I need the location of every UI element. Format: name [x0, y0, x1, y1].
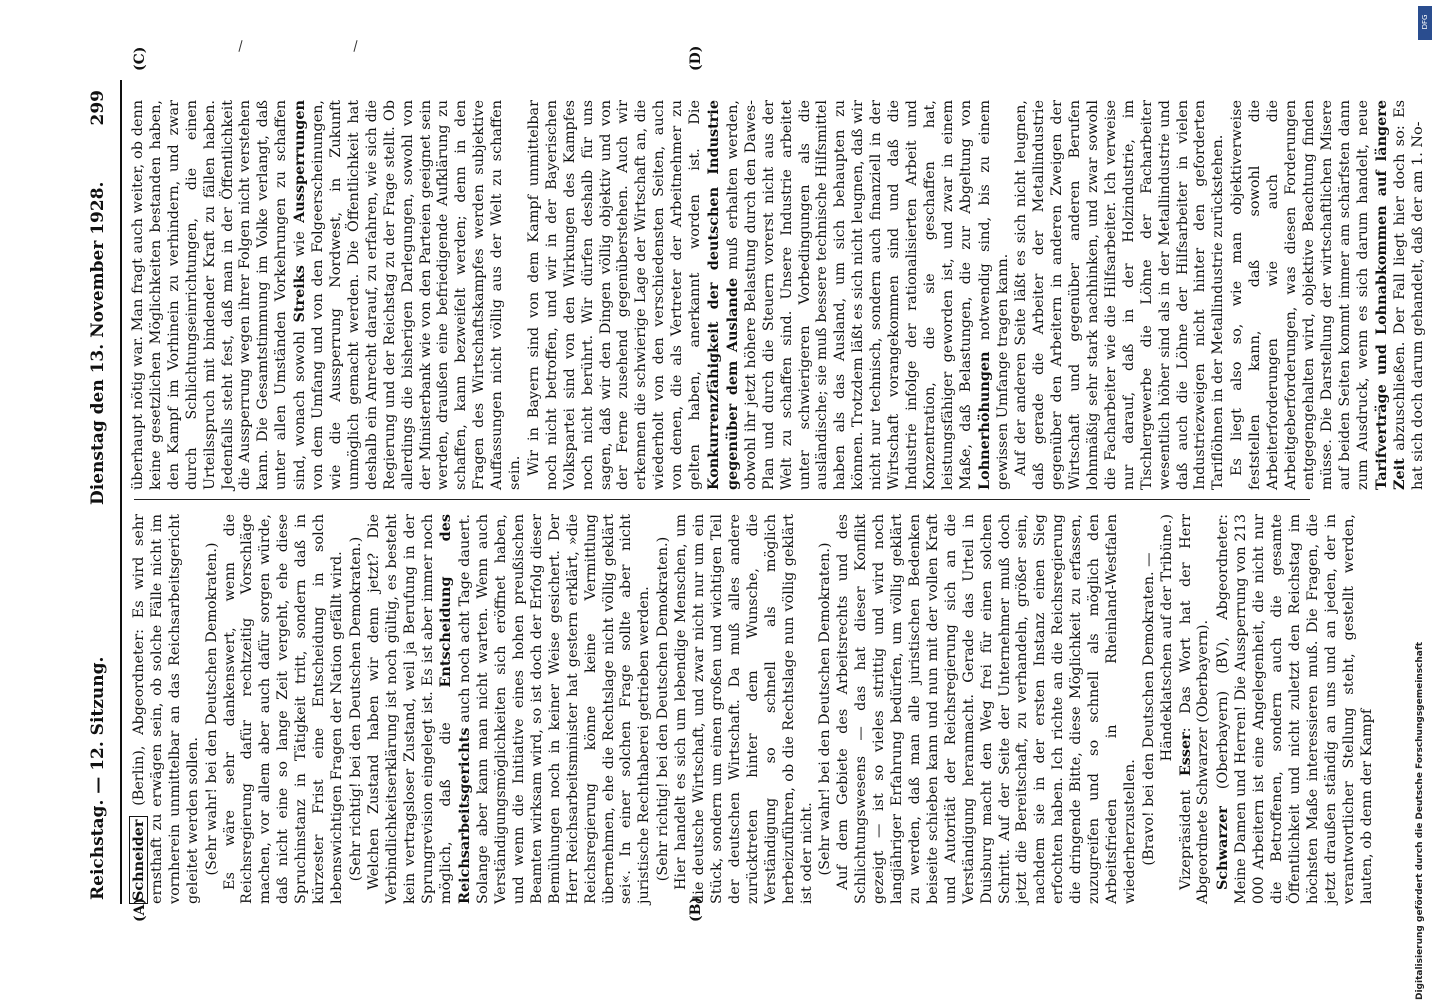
paragraph-text: Es liegt also so, wie man objektiverweise feststellen kann, daß sowohl die Arbeiterforderungen wie auch die Arbeitgeberforderungen, was diesen Forderungen entgegengehalten wird, objektive Beachtung finden müsse. Die Darstellung der wirtschaftlichen Misere auf beiden Seiten kommt immer am schärfsten dann zum Ausdruck, wenn es sich darum handelt, neue [1229, 100, 1371, 490]
paragraph-text: Wir in Bayern sind von dem Kampf unmittelbar noch nicht betroffen, und wir in der Bayerischen Volkspartei sind von den Wirkungen des Kampfes noch nicht berührt. Wir dürfen deshalb für uns sagen, daß wir den Dingen völlig objektiv und von der Ferne zusehend gegenüberstehen. Auch wir erkennen die schwierige Lage der Wirtschaft an, die wiederholt von den verschiedensten Seiten, auch von denen, die als Vertreter der Arbeitnehmer zu gelten haben, anerkannt worden ist. Die [525, 100, 704, 490]
paragraph-text: wie [292, 222, 309, 266]
speech-paragraph: Es wäre sehr dankenswert, wenn die Reichsregierung dafür rechtzeitig Vorschläge machen, vor allem aber auch dafür sorgen würde, daß nicht eine so lange Zeit vergeht, ehe diese Spruchinstanz in Tätigkeit tritt, sondern daß in kürzester Frist eine Entscheidung in solch lebenswichtigen Fragen der Nation gefällt wird. [221, 514, 345, 904]
margin-marker-c: (C) [132, 46, 148, 71]
left-column [130, 513, 1375, 904]
paragraph-text: notwendig sind, bis zu einem gewissen Umfange tragen kann. [976, 100, 1011, 490]
margin-marker-a: (A) [132, 897, 148, 922]
emphasis-text: Konkurrenzfähigkeit der deutschen Industrie gegenüber dem Auslande [705, 100, 741, 490]
paragraph-text: auch noch acht Tage dauert. Solange aber kann man nicht warten. Wenn auch Verständigungsmöglichkeiten sich eröffnet haben, und wenn die Initiative eines hohen preußischen Beamten wirksam wird, so ist doch der Erfolg dieser Bemühungen noch in keiner Weise gesichert. Der Herr Reichsarbeitsminister hat gestern erklärt, »die Reichsregierung könne keine Vermittlung übernehmen, ehe die Rechtslage nicht völlig geklärt sei«. In einer solchen Frage sollte aber nicht juristische Rechthaberei getrieben werden. [457, 514, 653, 904]
paragraph-text: Vizepräsident [1177, 776, 1194, 890]
header-date: Dienstag den 13. November 1928. [88, 181, 108, 505]
emphasis-text: Lohnerhöhungen [975, 351, 993, 490]
paragraph-text: von dem Umfang und von den Folgeerscheinungen, wie die Aussperrung Nordwest, in Zukunft unmöglich gemacht werden. Die Öffentlichkeit hat deshalb ein Anrecht darauf, zu erfahren, wie sich die Regierung und der Reichstag zu der Frage stellt. Ob allerdings die bisherigen Darlegungen, sowohl von der Ministerbank wie von den Parteien geeignet sein werden, draußen eine befriedigende Aufklärung zu schaffen, kann bezweifelt werden; denn in den Fragen des Wirtschaftskampfes werden subjektive Auffassungen nicht völlig aus der Welt zu schaffen sein. [310, 100, 524, 490]
speaker-role: (Berlin), Abgeordneter: [131, 628, 147, 817]
speech-paragraph [130, 514, 203, 904]
speaker-name: Schneider [129, 816, 148, 904]
dfg-logo [1418, 6, 1432, 40]
speech-paragraph: Hier handelt es sich um lebendige Menschen, um die deutsche Wirtschaft, und zwar nicht nur um ein Stück, sondern um einen großen und wichtigen Teil der deutschen Wirtschaft. Da muß alles andere zurücktreten hinter dem Wunsche, die Verständigung so schnell als möglich herbeizuführen, ob die Rechtslage nun völlig geklärt ist oder nicht. [673, 514, 815, 904]
emphasis-text: Entscheidung des Reichsarbeitsgerichts [437, 514, 474, 904]
speech-paragraph: Auf dem Gebiete des Arbeitsrechts und des Schlichtungswesens — das hat dieser Konflikt gezeigt — ist so vieles strittig und wird noch langjähriger Erfahrung bedürfen, um völlig geklärt zu werden, daß man alle juristischen Bedenken beiseite schieben kann und nun mit der vollen Kraft und Autorität der Reichsregierung sich an die Verständigung heranmacht. Gerade das Urteil in Duisburg macht den Weg frei für einen solchen Schritt. Auf der Seite der Unternehmer muß doch jetzt die Bereitschaft, zu verhandeln, größer sein, nachdem sie in der ersten Instanz einen Sieg erfochten haben. Ich richte an die Reichsregierung die dringende Bitte, diese Möglichkeit zu erfassen, zuzugreifen und so schnell als möglich den Arbeitsfrieden in Rheinland-Westfalen wiederherzustellen. [835, 514, 1138, 904]
speech-paragraph [366, 514, 655, 904]
paragraph-text: abzuschließen. Der Fall liegt hier doch so: Es hat sich doch darum gehandelt, daß der am 1. No- [1392, 100, 1427, 490]
interjection: (Sehr wahr! bei den Deutschen Demokraten.) [203, 542, 220, 876]
column-divider [134, 499, 1310, 500]
speech-paragraph: Auf der anderen Seite läßt es sich nicht leugnen, daß gerade die Arbeiter der Metallindustrie gegenüber den Arbeitern in anderen Zweigen der Wirtschaft und gegenüber anderen Berufen lohnmäßig sehr stark nachhinken, und zwar sowohl die Facharbeiter wie die Hilfsarbeiter. Ich verweise nur darauf, daß in der Holzindustrie, im Tischlergewerbe die Löhne der Facharbeiter wesentlich höher sind als in der Metallindustrie und daß auch die Löhne der Hilfsarbeiter in vielen Industriezweigen nicht hinter den geforderten Tariflöhnen in der Metallindustrie zurückstehen. [1013, 100, 1227, 490]
dfg-logo-text: DFG [1421, 14, 1429, 30]
right-column [130, 99, 1427, 490]
interjection: (Sehr wahr! bei den Deutschen Demokraten.) [817, 542, 834, 876]
paragraph-text: Welchen Zustand haben wir denn jetzt? Die Verbindlichkeitserklärung ist noch gültig, es besteht kein vertragsloser Zustand, weil ja Berufung in der Sprungrevision eingelegt ist. Es ist aber immer noch möglich, daß die [365, 514, 455, 904]
page-number: 299 [88, 90, 108, 126]
paragraph-text: muß erhalten werden, obwohl ihr jetzt höhere Belastung durch den Dawes-Plan und durch die Steuern vorerst nicht aus der Welt zu schaffen sind. Unsere Industrie arbeitet unter schwierigeren Vorbedingungen als die ausländische; sie muß bessere technische Hilfsmittel haben als das Ausland, um sich behaupten zu können. Trotzdem läßt es sich nicht leugnen, daß wir nicht nur technisch, sondern auch finanziell in der Wirtschaft vorangekommen sind und daß die Industrie infolge der rationalisierten Arbeit und Konzentration, die sie geschaffen hat, leistungsfähiger geworden ist, und zwar in einem Maße, daß Belastungen, die zur Abgeltung von [724, 99, 974, 490]
margin-marker-b: (B) [688, 896, 704, 922]
emphasis-text: Streiks [291, 265, 309, 323]
digitization-credit-text: Digitalisierung gefördert durch die Deutsche Forschungsgemeinschaft [1415, 641, 1425, 1000]
president-name: Esser [1176, 732, 1194, 777]
paragraph-text: (Oberbayern) (BV), Abgeordneter: Meine Damen und Herren! Die Aussperrung von 213 000 Arbeitern ist eine Angelegenheit, die nicht nur die Betroffenen, sondern auch die gesamte Öffentlichkeit und nicht zuletzt den Reichstag im höchsten Maße interessieren muß. Die Fragen, die jetzt draußen ständig an uns und an jeden, der in verantwortlicher Stellung steht, gestellt werden, lauten, ob denn der Kampf [1215, 514, 1375, 904]
margin-marker-d: (D) [688, 45, 704, 71]
interjection: (Bravo! bei den Deutschen Demokraten. — [1140, 552, 1157, 866]
paragraph-text: Es wird sehr ernsthaft zu erwägen sein, ob solche Fälle nicht im vornherein unmittelbar an das Reichsarbeitsgericht geleitet werden sollen. [131, 513, 201, 904]
interjection: (Sehr richtig! bei den Deutschen Demokraten.) [347, 536, 364, 882]
digitization-credit [1410, 10, 1430, 1000]
emphasis-text: Aussperrungen [291, 100, 309, 223]
header-rule [120, 80, 122, 904]
header-session: Reichstag. — 12. Sitzung. [88, 656, 108, 900]
paragraph-text: : Das Wort hat der Herr Abgeordnete Schwarzer (Oberbayern). [1177, 514, 1212, 904]
speech-paragraph [1229, 100, 1428, 490]
speaker-name: Schwarzer [1214, 806, 1232, 890]
running-header [88, 90, 118, 900]
speech-paragraph [1177, 514, 1214, 904]
interjection: (Sehr richtig! bei den Deutschen Demokraten.) [655, 536, 672, 882]
speech-paragraph [1214, 514, 1376, 904]
paragraph-text: überhaupt nötig war. Man fragt auch weiter, ob denn keine gesetzlichen Möglichkeiten bestanden haben, den Kampf im Vorhinein zu verhindern, und zwar durch Schlichtungseinrichtungen, die einen Urteilsspruch mit bindender Kraft zu fällen haben. Jedenfalls steht fest, daß man in der Öffentlichkeit die Aussperrung wegen ihrer Folgen nicht verstehen kann. Die Gesamtstimmung im Volke verlangt, daß unter allen Umständen Vorkehrungen zu schaffen sind, wonach sowohl [130, 100, 309, 490]
speech-paragraph [130, 100, 525, 490]
interjection: Händeklatschen auf der Tribüne.) [1158, 514, 1175, 762]
emphasis-text: Tarifverträge und Lohnabkommen auf längere Zeit [1372, 100, 1409, 490]
speech-paragraph [526, 100, 1012, 490]
